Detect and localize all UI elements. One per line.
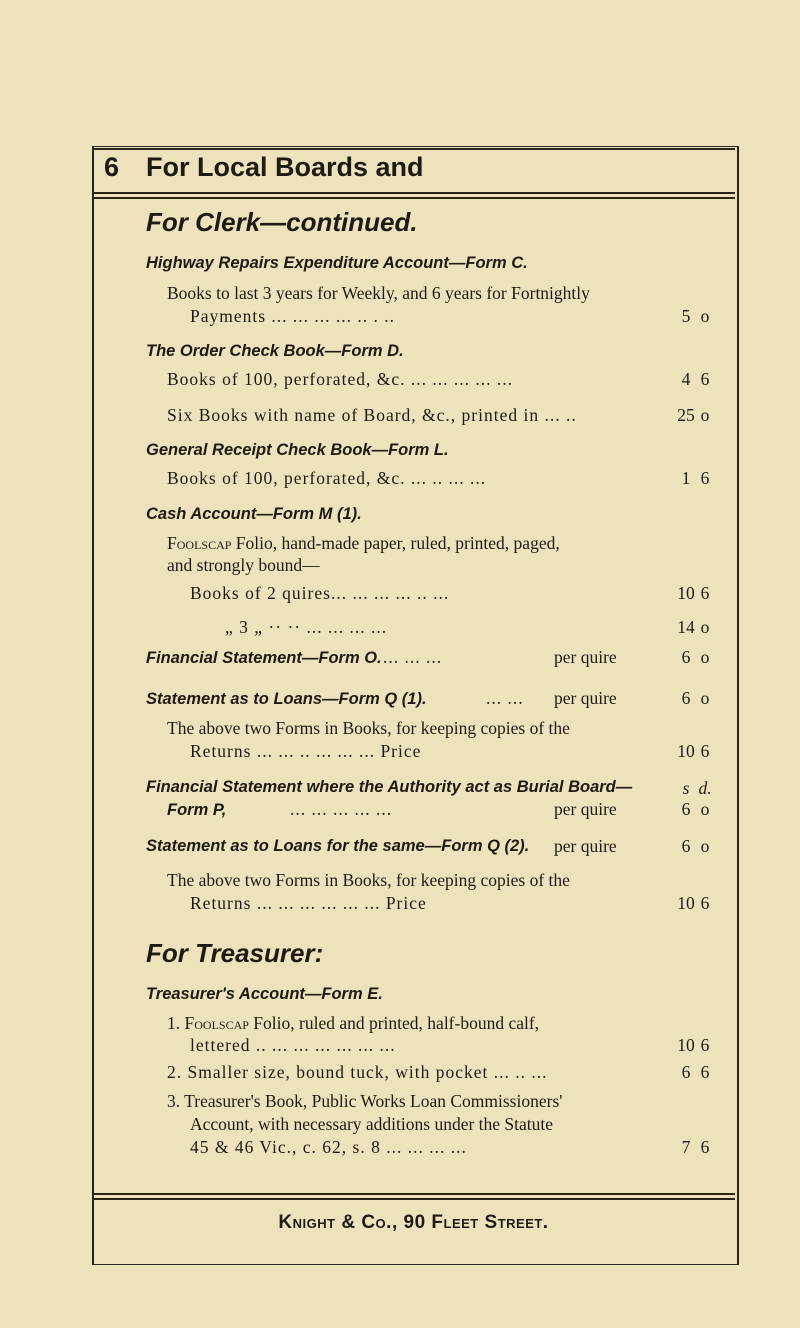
footer-rule-2: [92, 1198, 735, 1200]
cash-account-item2: „ 3 „ ·· ·· ... ... ... ...: [225, 617, 388, 637]
price-shillings: 5: [681, 306, 691, 326]
burial-form: Form P,: [167, 801, 227, 819]
page-number: 6: [104, 152, 120, 182]
price-pence: o: [700, 836, 710, 856]
treasurer-item1-line1: [167, 1013, 539, 1034]
price-pence: o: [700, 617, 710, 637]
leader-dots: ... ... ...: [383, 647, 443, 667]
heading-financial-statement: Financial Statement—Form O.: [146, 649, 382, 667]
price-pence: 6: [700, 583, 710, 603]
treasurer-item3-line3: 45 & 46 Vic., c. 62, s. 8 ... ... ... ...: [190, 1137, 467, 1157]
price-shillings: 10: [677, 1035, 695, 1055]
price-pence: 6: [700, 1137, 710, 1157]
order-check-item2: Six Books with name of Board, &c., printed in ... ..: [167, 405, 577, 425]
price-pence: o: [700, 688, 710, 708]
highway-line2: Payments ... ... ... ... .. . ..: [190, 306, 396, 326]
price-pence: o: [700, 405, 710, 425]
price-shillings: 6: [681, 799, 691, 819]
price-pence: 6: [700, 893, 710, 913]
price-shillings: 10: [677, 741, 695, 761]
header-rule-2: [92, 197, 735, 199]
price-shillings: 6: [681, 1062, 691, 1082]
section-title-treasurer: For Treasurer:: [146, 938, 324, 968]
publisher-imprint: Knight & Co., 90 Fleet Street.: [278, 1212, 549, 1233]
price-pence: 6: [700, 1062, 710, 1082]
cash-account-item1: Books of 2 quires... ... ... ... .. ...: [190, 583, 450, 603]
price-pence: o: [700, 306, 710, 326]
heading-treasurer-account: Treasurer's Account—Form E.: [146, 985, 383, 1003]
desc-rest: Folio, hand-made paper, ruled, printed, paged,: [231, 533, 560, 553]
top-rule: [92, 148, 735, 150]
price-shillings: 14: [677, 617, 695, 637]
heading-loans-statement: Statement as to Loans—Form Q (1).: [146, 690, 427, 708]
heading-order-check: The Order Check Book—Form D.: [146, 342, 404, 360]
section-title-clerk: For Clerk—continued.: [146, 207, 418, 237]
column-pence: d.: [698, 778, 712, 798]
price-pence: o: [700, 647, 710, 667]
price-pence: 6: [700, 369, 710, 389]
foolscap-caps: Foolscap: [184, 1013, 249, 1033]
running-head: For Local Boards and: [146, 152, 424, 182]
foolscap-caps: Foolscap: [167, 533, 232, 553]
footer-rule-1: [92, 1193, 735, 1195]
general-receipt-item1: Books of 100, perforated, &c. ... .. ... ...: [167, 468, 487, 488]
price-shillings: 6: [681, 836, 691, 856]
price-pence: 6: [700, 741, 710, 761]
treasurer-item3-line1: 3. Treasurer's Book, Public Works Loan Commissioners': [167, 1091, 563, 1111]
unit-label: per quire: [554, 688, 617, 708]
treasurer-item2: 2. Smaller size, bound tuck, with pocket ... .. ...: [167, 1062, 548, 1082]
loans-note1: The above two Forms in Books, for keeping copies of the: [167, 718, 570, 738]
unit-label: per quire: [554, 836, 617, 856]
heading-cash-account: Cash Account—Form M (1).: [146, 505, 362, 523]
item-rest: Folio, ruled and printed, half-bound calf,: [248, 1013, 540, 1033]
price-shillings: 4: [681, 369, 691, 389]
price-shillings: 7: [681, 1137, 691, 1157]
price-pence: 6: [700, 1035, 710, 1055]
price-shillings: 6: [681, 688, 691, 708]
column-shillings: s: [682, 778, 690, 798]
price-pence: 6: [700, 468, 710, 488]
highway-line1: Books to last 3 years for Weekly, and 6 years for Fortnightly: [167, 283, 590, 303]
heading-burial-loans: Statement as to Loans for the same—Form Q (2).: [146, 837, 530, 855]
price-shillings: 10: [677, 583, 695, 603]
cash-account-desc2: and strongly bound—: [167, 555, 320, 575]
cash-account-desc1: [167, 533, 560, 554]
price-shillings: 1: [681, 468, 691, 488]
leader-dots: ... ...: [486, 688, 524, 708]
loans-note2: Returns ... ... .. ... ... ... Price: [190, 741, 422, 761]
order-check-item1: Books of 100, perforated, &c. ... ... ... ... ...: [167, 369, 513, 389]
heading-general-receipt: General Receipt Check Book—Form L.: [146, 441, 449, 459]
heading-burial-financial: Financial Statement where the Authority act as Burial Board—: [146, 778, 633, 796]
price-shillings: 10: [677, 893, 695, 913]
burial-note1: The above two Forms in Books, for keeping copies of the: [167, 870, 570, 890]
unit-label: per quire: [554, 647, 617, 667]
heading-highway: Highway Repairs Expenditure Account—Form C.: [146, 254, 528, 272]
leader-dots: ... ... ... ... ...: [290, 799, 393, 819]
treasurer-item1-line2: lettered .. ... ... ... ... ... ...: [190, 1035, 396, 1055]
unit-label: per quire: [554, 799, 617, 819]
item-number: 1.: [167, 1013, 181, 1033]
price-pence: o: [700, 799, 710, 819]
price-shillings: 25: [677, 405, 695, 425]
header-rule-1: [92, 192, 735, 194]
burial-note2: Returns ... ... ... ... ... ... Price: [190, 893, 427, 913]
treasurer-item3-line2: Account, with necessary additions under the Statute: [190, 1114, 554, 1134]
price-shillings: 6: [681, 647, 691, 667]
